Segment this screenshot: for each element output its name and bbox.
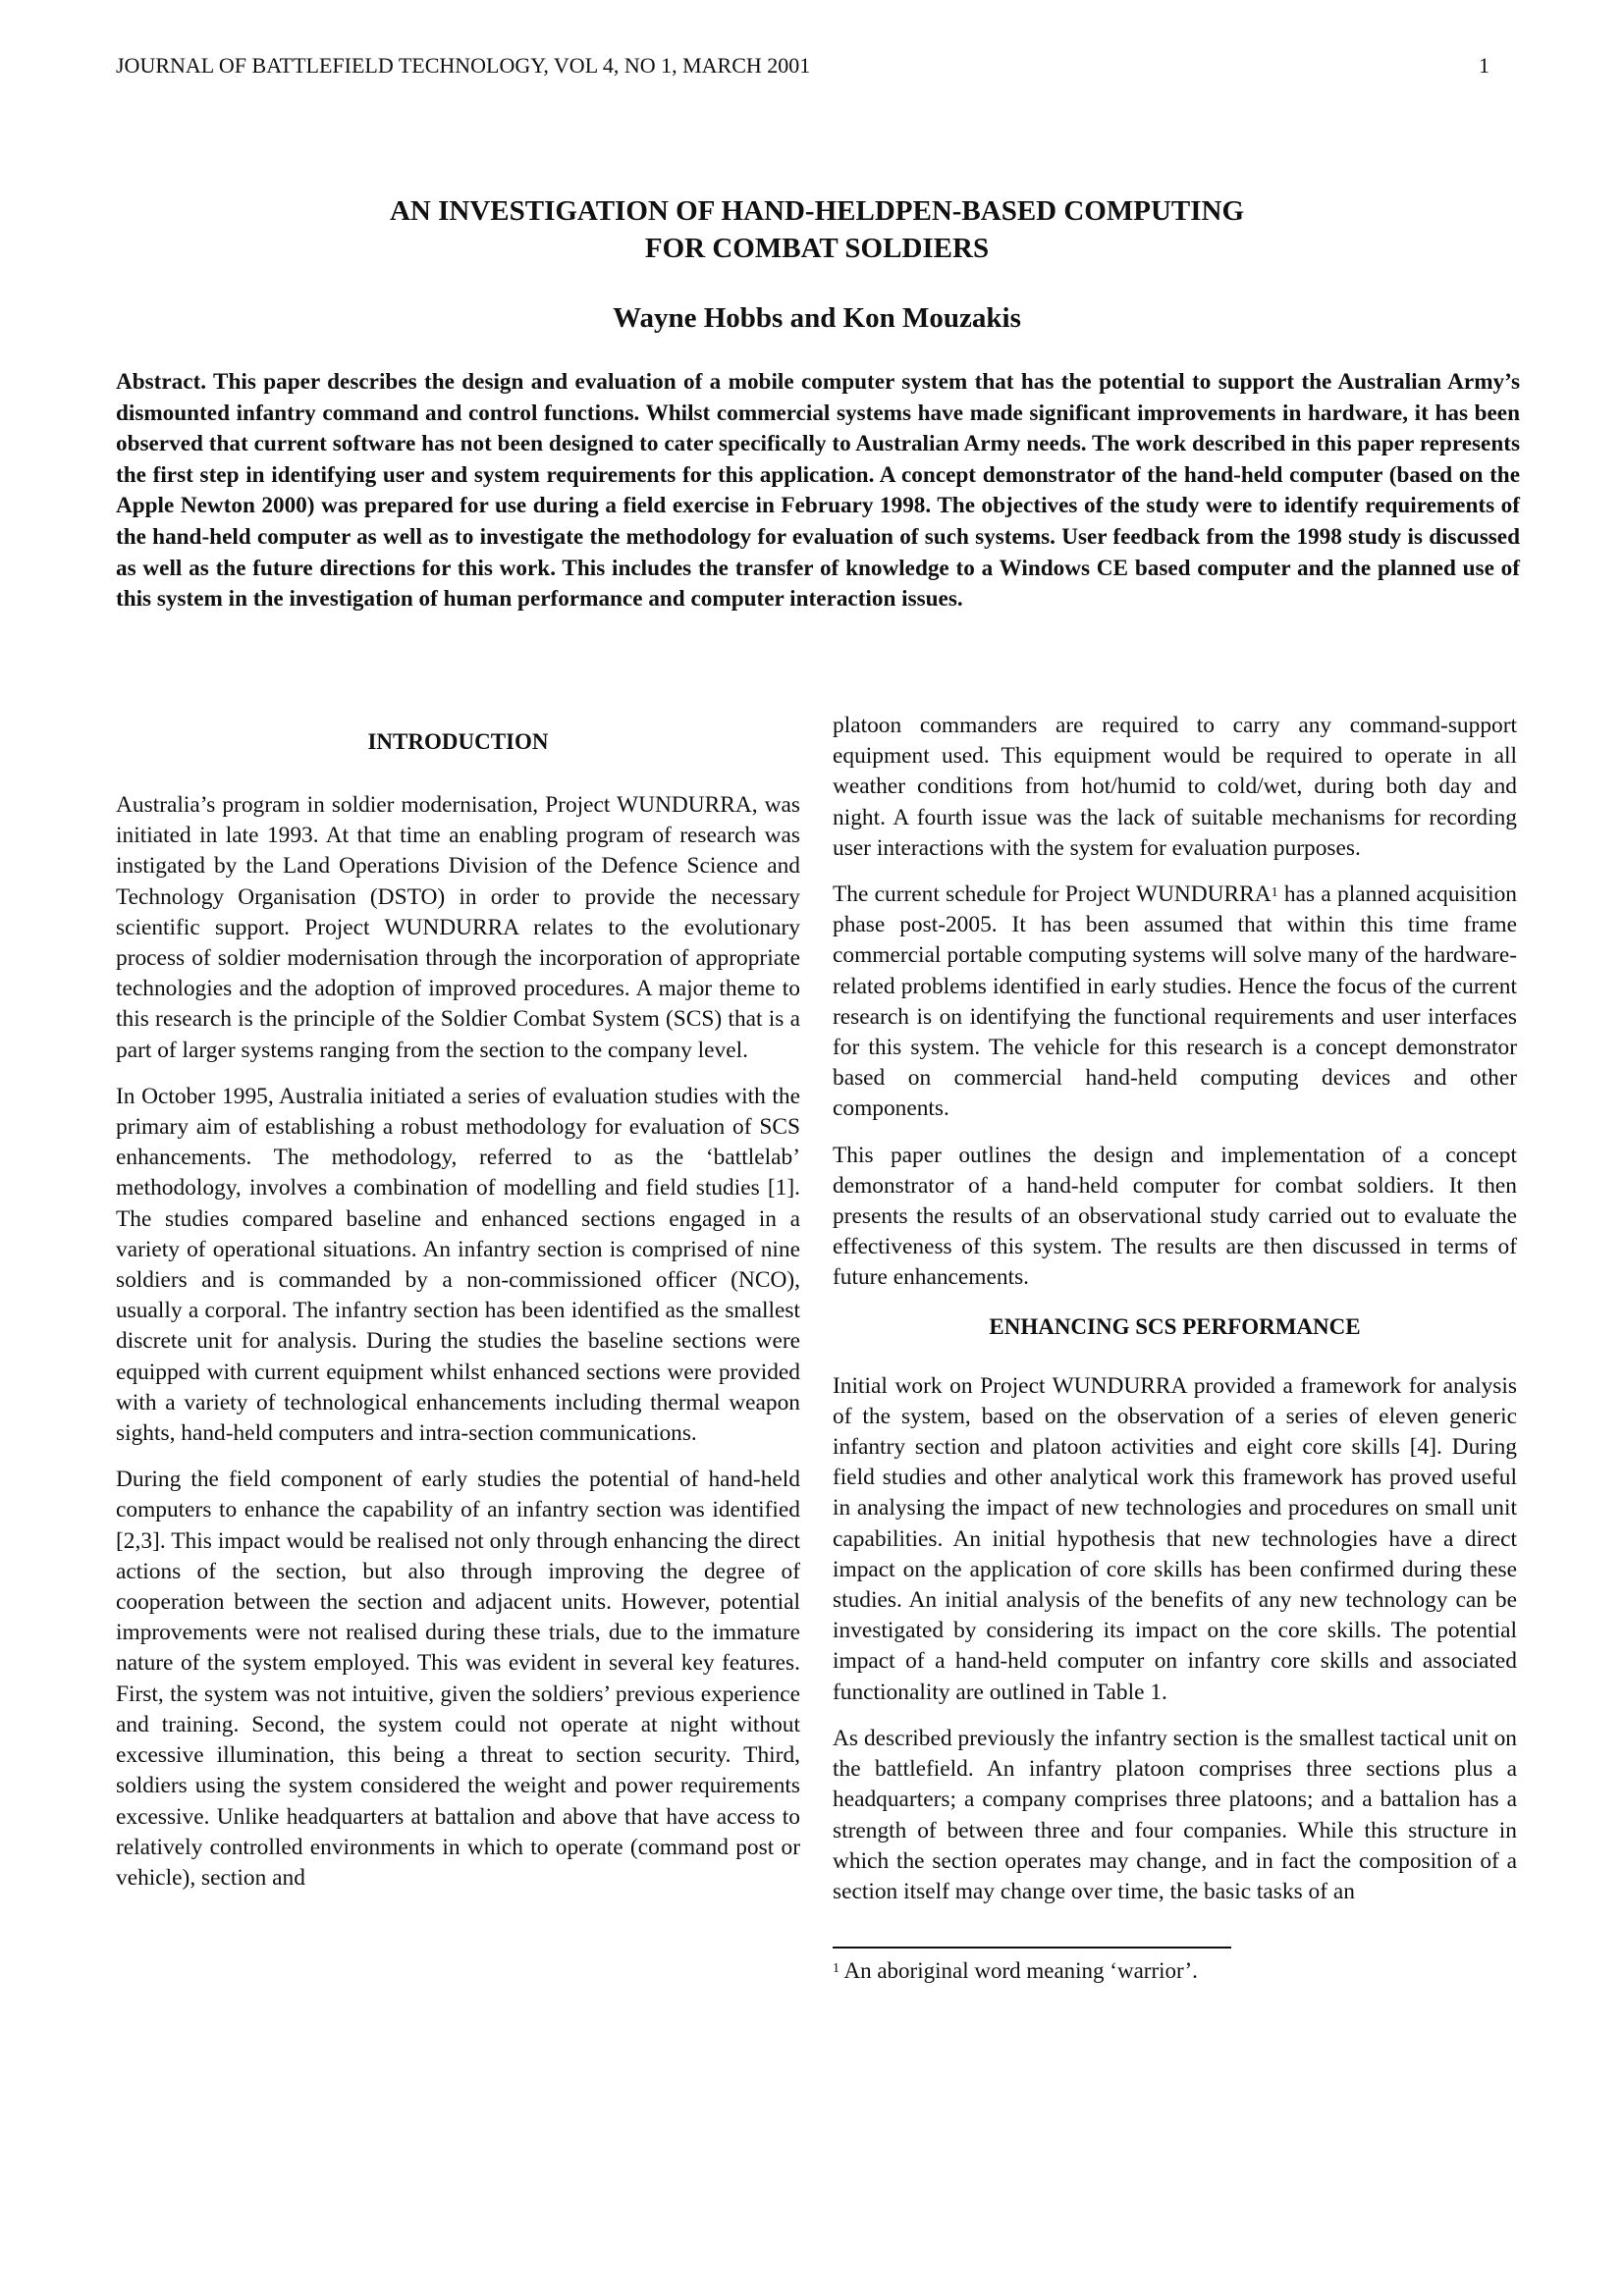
footnote-text: An aboriginal word meaning ‘warrior’. [839,1958,1198,1984]
section-heading-introduction: INTRODUCTION [367,729,549,754]
page-number: 1 [1479,53,1489,78]
abstract: Abstract. This paper describes the design and evaluation of a mobile computer system that has the potential to support the Australian Army’s dismounted infantry command and control functions. Whilst commercial systems have made significant improvements in hardware, it has been observed that current software has not been designed to cater specifically to Australian Army needs. The work described in this paper represents the first step in identifying user and system requirements for this application. A concept demonstrator of the hand-held computer (based on the Apple Newton 2000) was prepared for use during a field exercise in February 1998. The objectives of the study were to identify requirements of the hand-held computer as well as to investigate the methodology for evaluation of such systems. User feedback from the 1998 study is discussed as well as the future directions for this work. This includes the transfer of knowledge to a Windows CE based computer and the planned use of this system in the investigation of human performance and computer interaction issues. [116,369,1520,613]
footnote-rule [833,1947,1231,1949]
paragraph-text: The current schedule for Project WUNDURRA [833,881,1272,908]
title-line-1: AN INVESTIGATION OF HAND-HELDPEN-BASED COMPUTING [389,195,1245,227]
paragraph: Australia’s program in soldier modernisation, Project WUNDURRA, was initiated in late 1993. At that time an enabling program of research was instigated by the Land Operations Division of the Defence Science and Technology Organisation (DSTO) in order to provide the necessary scientific support. Project WUNDURRA relates to the evolutionary process of soldier modernisation through the incorporation of appropriate technologies and the adoption of improved procedures. A major theme to this research is the principle of the Soldier Combat System (SCS) that is a part of larger systems ranging from the section to the company level. [116,792,800,1063]
footnote [833,1956,1517,1986]
paragraph: As described previously the infantry section is the smallest tactical unit on the battlefield. An infantry platoon comprises three sections plus a headquarters; a company comprises three platoons; and a battalion has a strength of between three and four companies. While this structure in which the section operates may change, and in fact the composition of a section itself may change over time, the basic tasks of an [833,1725,1517,1904]
running-head: JOURNAL OF BATTLEFIELD TECHNOLOGY, VOL 4, NO 1, MARCH 2001 [116,53,811,78]
paragraph: During the field component of early studies the potential of hand-held computers to enhance the capability of an infantry section was identified [2,3]. This impact would be realised not only through enhancing the direct actions of the section, but also through improving the degree of cooperation between the section and adjacent units. However, potential improvements were not realised during these trials, due to the immature nature of the system employed. This was evident in several key features. First, the system was not intuitive, given the soldiers’ previous experience and training. Second, the system could not operate at night without excessive illumination, this being a threat to section security. Third, soldiers using the system considered the weight and power requirements excessive. Unlike headquarters at battalion and above that have access to relatively controlled environments in which to operate (command post or vehicle), section and [116,1467,800,1891]
paragraph: This paper outlines the design and implementation of a concept demonstrator of a hand-held computer for combat soldiers. It then presents the results of an observational study carried out to evaluate the effectiveness of this system. The results are then discussed in terms of future enhancements. [833,1142,1517,1291]
title-line-2: FOR COMBAT SOLDIERS [644,233,990,264]
paper-title [116,192,1518,267]
footnote-marker: 1 [833,1961,839,1977]
paragraph: Initial work on Project WUNDURRA provided a framework for analysis of the system, based on the observation of a series of eleven generic infantry section and platoon activities and eight core skills [4]. During field studies and other analytical work this framework has proved useful in analysing the impact of new technologies and procedures on small unit capabilities. An initial hypothesis that new technologies have a direct impact on the application of core skills has been confirmed during these studies. An initial analysis of the benefits of any new technology can be investigated by considering its impact on the core skills. The potential impact of a hand-held computer on infantry core skills and associated functionality are outlined in Table 1. [833,1372,1517,1705]
paragraph-schedule [833,880,1517,1125]
footnote-reference[interactable]: 1 [1271,885,1278,901]
paragraph: platoon commanders are required to carry any command-support equipment used. This equipment would be required to operate in all weather conditions from hot/humid to cold/wet, during both day and night. A fourth issue was the lack of suitable mechanisms for recording user interactions with the system for evaluation purposes. [833,713,1517,861]
section-heading-enhancing-scs-performance: ENHANCING SCS PERFORMANCE [989,1313,1361,1339]
paragraph: In October 1995, Australia initiated a series of evaluation studies with the primary aim of establishing a robust methodology for evaluation of SCS enhancements. The methodology, referred to as the ‘battlelab’ methodology, involves a combination of modelling and field studies [1]. The studies compared baseline and enhanced sections engaged in a variety of operational situations. An infantry section is comprised of nine soldiers and is commanded by a non-commissioned officer (NCO), usually a corporal. The infantry section has been identified as the smallest discrete unit for analysis. During the studies the baseline sections were equipped with current equipment whilst enhanced sections were provided with a variety of technological enhancements including thermal weapon sights, hand-held computers and intra-section communications. [116,1083,800,1447]
right-column [833,711,1517,1986]
left-column [116,711,800,1909]
authors: Wayne Hobbs and Kon Mouzakis [613,302,1021,334]
paragraph-text: has a planned acquisition phase post-2005. It has been assumed that within this time frame commercial portable computing systems will solve many of the hardware-related problems identified in early studies. Hence the focus of the current research is on identifying the functional requirements and user interfaces for this system. The vehicle for this research is a concept demonstrator based on commercial hand-held computing devices and other components. [833,881,1518,1122]
